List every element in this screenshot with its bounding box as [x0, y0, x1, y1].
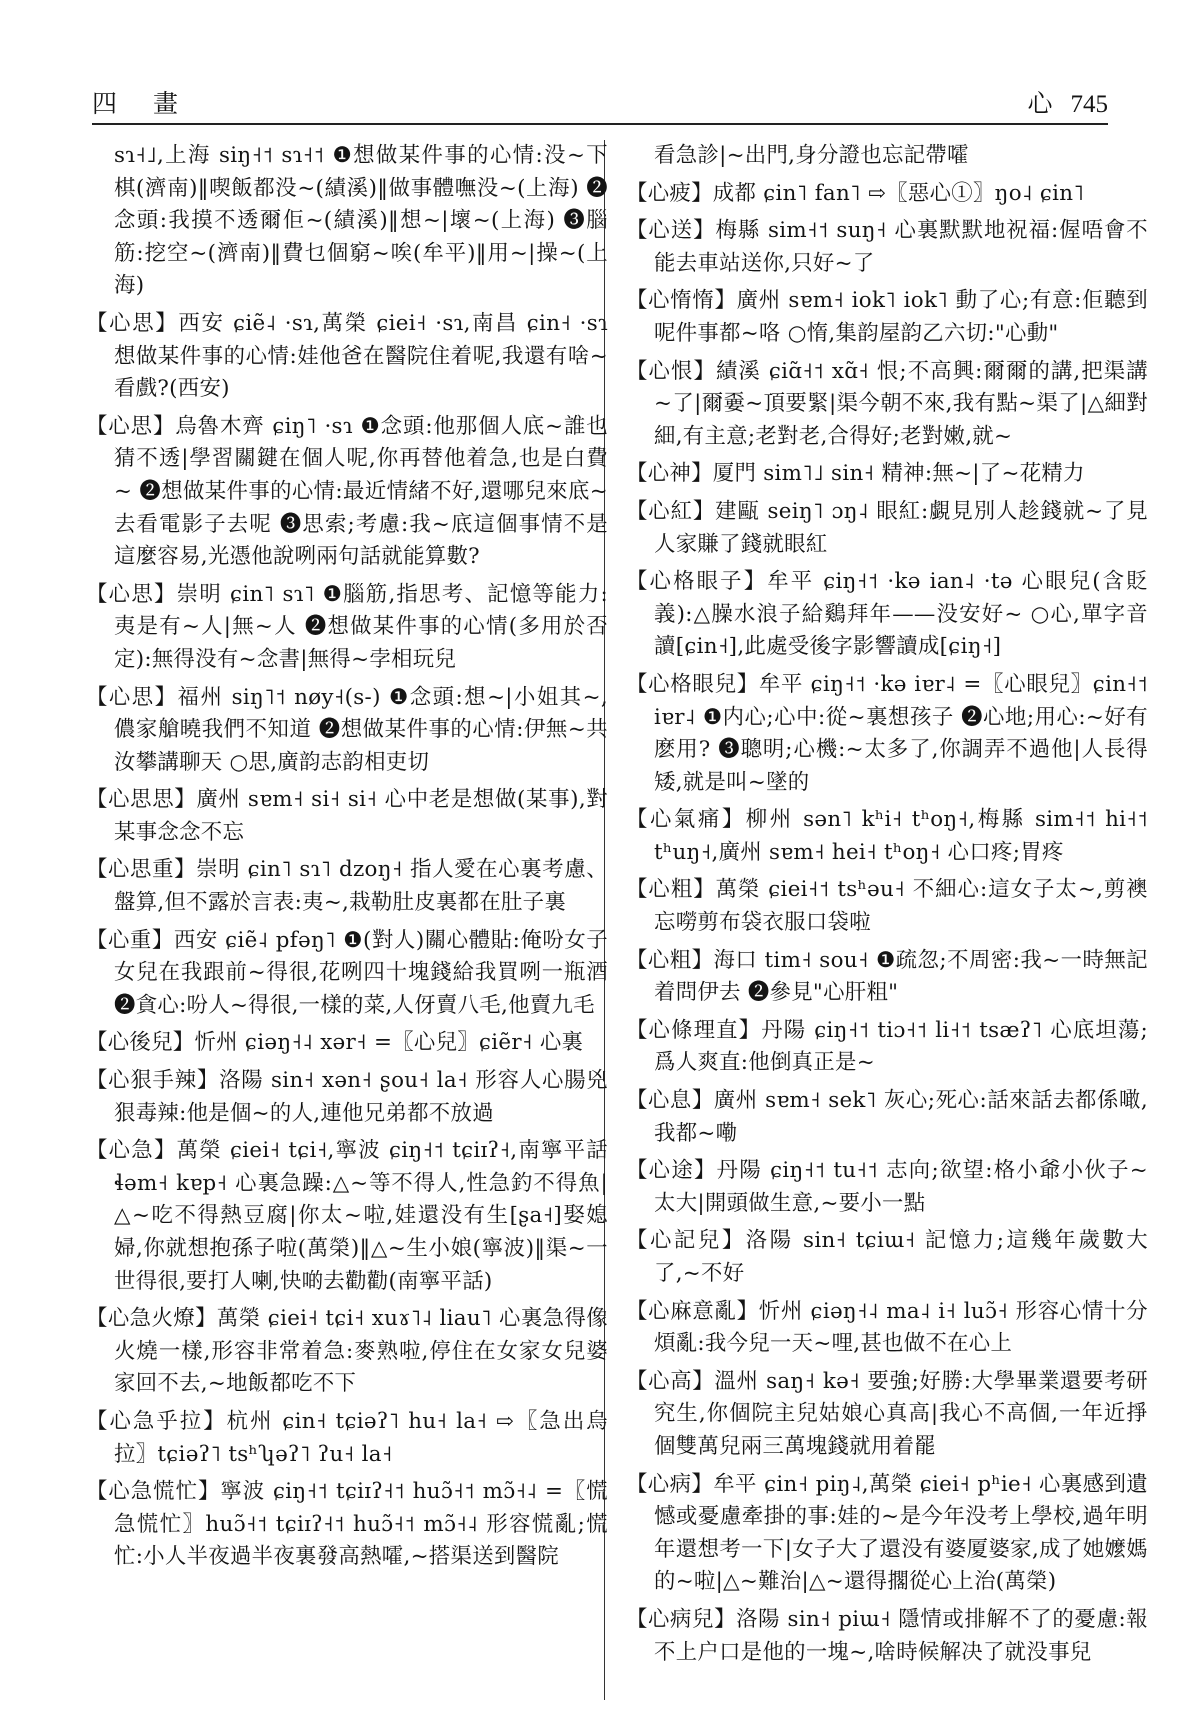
dictionary-entry: 【心送】梅縣 sim˧˦ suŋ˧ 心裏默默地祝福:偓唔會不能去車站送你,只好~了	[626, 218, 1148, 276]
dictionary-entry: 【心思重】崇明 ɕin˥ sɿ˥ dzoŋ˧ 指人愛在心裏考慮、盤算,但不露於言表:夷~,栽勒肚皮裏都在肚子裏	[86, 857, 608, 916]
dictionary-entry: 【心急乎拉】杭州 ɕin˧ tɕiəʔ˥ hu˧ la˧ ⇨〖急出烏拉〗tɕiəʔ˥ tsʰʮəʔ˥ ʔu˧ la˧	[86, 1408, 608, 1467]
right-column	[626, 140, 1148, 1674]
radical-label: 心	[1027, 89, 1053, 118]
dictionary-entry: 【心重】西安 ɕiẽ˨ pfəŋ˥ ❶(對人)關心體貼:俺吩女子女兒在我跟前~得很,花咧四十塊錢給我買咧一瓶酒 ❷貪心:吩人~得很,一樣的菜,人伢賣八毛,他賣九毛	[86, 927, 608, 1018]
dictionary-entry: 【心格眼子】牟平 ɕiŋ˧˦ ·kə ian˨ ·tə 心眼兒(含貶義):△臊水浪子給鷄拜年——没安好~ ○心,單字音讀[ɕin˧],此處受後字影響讀成[ɕiŋ˧]	[626, 569, 1148, 660]
dictionary-entry: 【心格眼兒】牟平 ɕiŋ˧˦ ·kə iɐr˨ =〖心眼兒〗ɕin˧˦ iɐr˨ ❶内心;心中:從~裏想孩子 ❷心地;用心:~好有麽用? ❸聰明;心機:~太多了,你調弄不過他|人長得矮,就是叫~墜的	[626, 671, 1148, 795]
dictionary-entry: 【心狠手辣】洛陽 sin˧ xən˧ ʂou˧ la˧ 形容人心腸兇狠毒辣:他是個~的人,連他兄弟都不放過	[86, 1068, 608, 1126]
dictionary-entry: 【心神】厦門 sim˥˩ sin˧ 精神:無~|了~花精力	[626, 461, 1085, 487]
dictionary-entry: 【心急慌忙】寧波 ɕiŋ˧˦ tɕiɪʔ˧˦ huɔ̃˧˦ mɔ̃˧˨ =〖慌急慌忙〗huɔ̃˧˦ tɕiɪʔ˧˦ huɔ̃˧˦ mɔ̃˧˨ 形容慌亂;慌忙:小人半夜過半夜裏發高熱嚯,~搭渠送到醫院	[86, 1479, 608, 1570]
dictionary-entry: 【心思】福州 siŋ˥˦ nøy˧(s-) ❶念頭:想~|小姐其~,儂家艙曉我們不知道 ❷想做某件事的心情:伊無~共汝攀講聊天 ○思,廣韵志韵相吏切	[86, 684, 608, 775]
dictionary-entry: 【心思思】廣州 sɐm˧ si˧ si˧ 心中老是想做(某事),對某事念念不忘	[86, 787, 608, 845]
page-number: 745	[1070, 91, 1108, 118]
dictionary-entry: 【心紅】建甌 seiŋ˥ ɔŋ˨ 眼紅:覷見別人趁錢就~了見人家賺了錢就眼紅	[626, 498, 1148, 557]
header-rule	[92, 123, 1108, 125]
dictionary-entry: 【心急】萬榮 ɕiei˧ tɕi˧,寧波 ɕiŋ˧˦ tɕiɪʔ˧,南寧平話 ɬəm˧ kɐp˧ 心裏急躁:△~等不得人,性急釣不得魚|△~吃不得熱豆腐|你太~啦,娃還没有生[ʂa˧]娶媳婦,你就想抱孫子啦(萬榮)‖△~生小娘(寧波)‖渠~一世得很,要打人喇,快啲去勸勸(南寧平話)	[86, 1138, 608, 1294]
dictionary-entry: 【心思】西安 ɕiẽ˨ ·sɿ,萬榮 ɕiei˧ ·sɿ,南昌 ɕin˧ ·sɿ 想做某件事的心情:娃他爸在醫院住着呢,我還有啥~看戲?(西安)	[86, 310, 608, 402]
dictionary-entry: 【心記兒】洛陽 sin˧ tɕiɯ˧ 記憶力;這幾年歲數大了,~不好	[626, 1228, 1148, 1286]
dictionary-entry: 【心麻意亂】忻州 ɕiəŋ˧˨ ma˨ i˧ luɔ̃˧ 形容心情十分煩亂:我今兒一天~哩,甚也做不在心上	[626, 1298, 1148, 1357]
dictionary-entry: 【心粗】海口 tim˧ sou˧ ❶疏忽;不周密:我~一時無記着問伊去 ❷參見"心肝粗"	[626, 947, 1148, 1006]
entry-continued: sɿ˧˩,上海 siŋ˧˦ sɿ˧˦ ❶想做某件事的心情:没~下棋(濟南)‖喫飯都没~(績溪)‖做事體嘸没~(上海) ❷念頭:我摸不透爾佢~(績溪)‖想~|壞~(上海) ❸腦筋:挖空~(濟南)‖費乜個窮~唉(牟平)‖用~|操~(上海)	[114, 143, 608, 299]
dictionary-entry: 【心後兒】忻州 ɕiəŋ˧˨ xər˧ =〖心兒〗ɕiẽr˧ 心裏	[86, 1030, 584, 1056]
dictionary-entry: 【心高】溫州 saŋ˧ kə˧ 要強;好勝:大學畢業還要考研究生,你個院主兒姑娘心真高|我心不高個,一年近掙個雙萬兒兩三萬塊錢就用着罷	[626, 1368, 1148, 1459]
dictionary-entry: 【心疲】成都 ɕin˥ fan˥ ⇨〖惡心①〗ŋo˨ ɕin˥	[626, 180, 1085, 206]
dictionary-entry: 【心條理直】丹陽 ɕiŋ˧˦ tiɔ˧˦ li˧˦ tsæʔ˥ 心底坦蕩;爲人爽直:他倒真正是~	[626, 1017, 1148, 1076]
dictionary-entry: 【心途】丹陽 ɕiŋ˧˦ tu˧˦ 志向;欲望:格小爺小伙子~太大|開頭做生意,~要小一點	[626, 1158, 1148, 1216]
entry-continued: 看急診|~出門,身分證也忘記帶嚯	[654, 143, 969, 168]
left-column	[86, 140, 608, 1579]
dictionary-entry: 【心惰惰】廣州 sɐm˧ iok˥ iok˥ 動了心;有意:佢聽到呢件事都~咯 ○惰,集韵屋韵乙六切:"心動"	[626, 288, 1148, 346]
page-marker	[1027, 84, 1108, 120]
dictionary-entry: 【心恨】績溪 ɕiɑ̃˧˦ xɑ̃˧ 恨;不高興:爾爾的講,把渠講~了|爾嫑~頂要緊|渠今朝不來,我有點~渠了|△細對細,有主意;老對老,合得好;老對嫩,就~	[626, 358, 1148, 449]
dictionary-entry: 【心息】廣州 sɐm˧ sek˥ 灰心;死心:話來話去都係噉,我都~嘞	[626, 1088, 1148, 1146]
page-header	[92, 84, 1108, 124]
dictionary-entry: 【心氣痛】柳州 sən˥ kʰi˧ tʰoŋ˧,梅縣 sim˧˦ hi˧˦ tʰuŋ˧,廣州 sɐm˧ hei˧ tʰoŋ˧ 心口疼;胃疼	[626, 807, 1148, 865]
dictionary-entry: 【心急火燎】萬榮 ɕiei˧ tɕi˧ xuɤ˥˨ liau˥ 心裏急得像火燒一樣,形容非常着急:麥熟啦,停住在女家女兒婆家回不去,~地飯都吃不下	[86, 1306, 608, 1397]
dictionary-entry: 【心病兒】洛陽 sin˧ piɯ˧ 隱情或排解不了的憂慮:報不上户口是他的一塊~,啥時候解决了就没事兒	[626, 1606, 1148, 1665]
dictionary-entry: 【心病】牟平 ɕin˧ piŋ˨,萬榮 ɕiei˧ pʰie˧ 心裏感到遺憾或憂慮牽掛的事:娃的~是今年没考上學校,過年明年還想考一下|女子大了還没有婆厦婆家,成了她嬤媽的~啦|△~難治|△~還得擱從心上治(萬榮)	[626, 1471, 1148, 1595]
dictionary-entry: 【心思】烏魯木齊 ɕiŋ˥ ·sɿ ❶念頭:他那個人底~誰也猜不透|學習關鍵在個人呢,你再替他着急,也是白費~ ❷想做某件事的心情:最近情緒不好,還哪兒來底~去看電影子去呢 ❸思索;考慮:我~底這個事情不是這麼容易,光憑他說咧兩句話就能算數?	[86, 413, 608, 570]
dictionary-entry: 【心思】崇明 ɕin˥ sɿ˥ ❶腦筋,指思考、記憶等能力:夷是有~人|無~人 ❷想做某件事的心情(多用於否定):無得没有~念書|無得~孛相玩兒	[86, 581, 608, 672]
section-label: 四 畫	[92, 89, 192, 118]
dictionary-entry: 【心粗】萬榮 ɕiei˧˦ tsʰəu˧ 不細心:這女子太~,剪襖忘嘮剪布袋衣服口袋啦	[626, 877, 1148, 936]
